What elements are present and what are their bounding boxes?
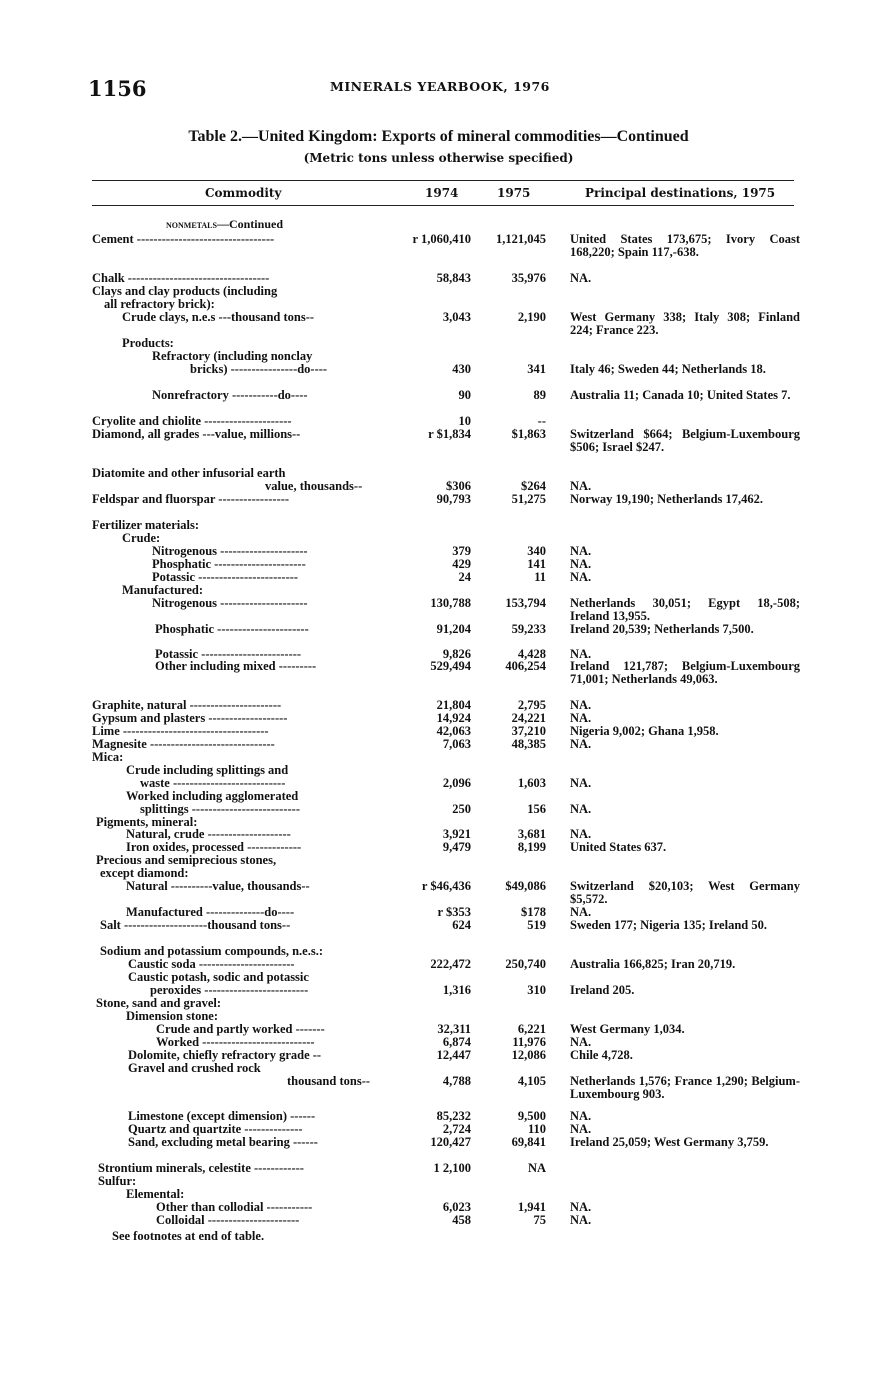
- row-destinations: Switzerland $664; Belgium-Luxembourg $506; Israel $247.: [570, 427, 800, 454]
- row-value-1975: 141: [527, 557, 546, 571]
- row-commodity: Salt --------------------thousand tons--: [100, 918, 291, 932]
- row-value-1974: 1 2,100: [433, 1161, 471, 1175]
- row-destinations: West Germany 338; Italy 308; Finland 224; France 223.: [570, 310, 800, 337]
- row-destinations: Australia 11; Canada 10; United States 7.: [570, 388, 791, 402]
- row-destinations: Italy 46; Sweden 44; Netherlands 18.: [570, 362, 766, 376]
- row-commodity: Strontium minerals, celestite ------------: [98, 1161, 304, 1175]
- row-commodity: Cryolite and chiolite ---------------------: [92, 414, 292, 428]
- row-commodity: Other including mixed ---------: [155, 659, 317, 673]
- row-value-1974: 130,788: [430, 596, 471, 610]
- row-value-1974: 42,063: [436, 724, 471, 738]
- row-commodity: Caustic potash, sodic and potassic: [128, 970, 309, 984]
- row-commodity: Feldspar and fluorspar -----------------: [92, 492, 290, 506]
- row-destinations: NA.: [570, 479, 592, 493]
- table-subtitle: (Metric tons unless otherwise specified): [303, 151, 574, 165]
- row-value-1975: $1,863: [511, 427, 546, 441]
- row-value-1975: 11: [534, 570, 546, 584]
- row-commodity: Natural, crude --------------------: [126, 827, 291, 841]
- header-top-rule: [92, 180, 794, 181]
- row-value-1974: 14,924: [436, 711, 471, 725]
- row-commodity: Phosphatic ----------------------: [152, 557, 306, 571]
- row-commodity: Products:: [122, 336, 174, 350]
- section-heading: nonmetals—Continued: [166, 217, 283, 231]
- row-value-1975: 519: [527, 918, 546, 932]
- row-destinations: United States 173,675; Ivory Coast 168,220; Spain 117,-638.: [570, 232, 800, 259]
- row-destinations: Netherlands 30,051; Egypt 18,-508; Ireland 13,955.: [570, 596, 800, 623]
- header-bottom-rule: [92, 205, 794, 206]
- row-value-1975: 4,428: [517, 647, 546, 661]
- row-value-1974: 24: [458, 570, 471, 584]
- row-commodity: Other than collodial -----------: [156, 1200, 313, 1214]
- header-destinations: Principal destinations, 1975: [585, 186, 776, 200]
- row-value-1974: 1,316: [442, 983, 471, 997]
- row-commodity: Stone, sand and gravel:: [96, 996, 222, 1010]
- row-value-1974: 3,921: [442, 827, 471, 841]
- row-value-1975: 153,794: [505, 596, 546, 610]
- row-commodity: Sulfur:: [98, 1174, 137, 1188]
- row-destinations: NA.: [570, 544, 592, 558]
- row-destinations: NA.: [570, 905, 592, 919]
- row-commodity: Iron oxides, processed -------------: [126, 840, 302, 854]
- row-value-1974: $306: [446, 479, 471, 493]
- row-commodity: Manufactured:: [122, 583, 204, 597]
- row-destinations: Ireland 205.: [570, 983, 635, 997]
- row-commodity: Nonrefractory -----------do----: [152, 388, 308, 402]
- row-commodity: Diatomite and other infusorial earth: [92, 466, 286, 480]
- row-commodity: Colloidal ----------------------: [156, 1213, 300, 1227]
- row-value-1975: $49,086: [505, 879, 546, 893]
- row-value-1975: 250,740: [505, 957, 546, 971]
- row-value-1974: 120,427: [430, 1135, 471, 1149]
- row-destinations: United States 637.: [570, 840, 667, 854]
- row-destinations: NA.: [570, 802, 592, 816]
- table-title: Table 2.—United Kingdom: Exports of mineral commodities—Continued: [188, 128, 689, 145]
- row-value-1974: 6,023: [442, 1200, 471, 1214]
- row-commodity: Diamond, all grades ---value, millions--: [92, 427, 301, 441]
- row-commodity: Clays and clay products (including: [92, 284, 278, 298]
- row-destinations: Chile 4,728.: [570, 1048, 633, 1062]
- row-commodity: Crude including splittings and: [126, 763, 289, 777]
- row-value-1974: r $46,436: [421, 879, 471, 893]
- row-value-1975: 310: [527, 983, 546, 997]
- row-value-1974: 6,874: [442, 1035, 471, 1049]
- row-commodity: peroxides -------------------------: [150, 983, 309, 997]
- row-value-1974: 91,204: [436, 622, 471, 636]
- row-value-1974: 90,793: [436, 492, 471, 506]
- row-value-1975: 9,500: [517, 1109, 546, 1123]
- row-commodity: Crude clays, n.e.s ---thousand tons--: [122, 310, 315, 324]
- row-value-1975: 4,105: [517, 1074, 546, 1088]
- row-value-1975: 156: [527, 802, 546, 816]
- row-destinations: NA.: [570, 271, 592, 285]
- row-commodity: Potassic ------------------------: [155, 647, 302, 661]
- row-destinations: Norway 19,190; Netherlands 17,462.: [570, 492, 764, 506]
- row-value-1975: 340: [527, 544, 546, 558]
- row-commodity: Nitrogenous ---------------------: [152, 596, 308, 610]
- row-destinations: Netherlands 1,576; France 1,290; Belgium-Luxembourg 903.: [570, 1074, 800, 1101]
- row-value-1974: 4,788: [442, 1074, 471, 1088]
- row-commodity: Potassic ------------------------: [152, 570, 299, 584]
- row-value-1974: 90: [458, 388, 471, 402]
- row-value-1975: 1,603: [517, 776, 546, 790]
- row-commodity: Lime -----------------------------------: [92, 724, 269, 738]
- footnote: See footnotes at end of table.: [112, 1229, 265, 1243]
- row-destinations: NA.: [570, 1035, 592, 1049]
- row-value-1975: 3,681: [517, 827, 546, 841]
- row-commodity: Dimension stone:: [126, 1009, 219, 1023]
- row-commodity: Refractory (including nonclay: [152, 349, 313, 363]
- row-value-1974: r 1,060,410: [412, 232, 471, 246]
- row-value-1975: 89: [533, 388, 546, 402]
- row-commodity: Fertilizer materials:: [92, 518, 200, 532]
- row-commodity: Sodium and potassium compounds, n.e.s.:: [100, 944, 323, 958]
- row-commodity: Manufactured --------------do----: [126, 905, 295, 919]
- row-destinations: NA.: [570, 711, 592, 725]
- row-value-1974: 7,063: [442, 737, 471, 751]
- row-commodity: Worked including agglomerated: [126, 789, 299, 803]
- row-destinations: NA.: [570, 1122, 592, 1136]
- row-value-1974: 32,311: [437, 1022, 471, 1036]
- row-commodity: Dolomite, chiefly refractory grade --: [128, 1048, 322, 1062]
- row-value-1975: 48,385: [511, 737, 546, 751]
- row-commodity: thousand tons--: [287, 1074, 371, 1088]
- row-commodity: Magnesite ------------------------------: [92, 737, 275, 751]
- row-value-1975: $264: [521, 479, 546, 493]
- row-commodity: Crude:: [122, 531, 161, 545]
- row-value-1975: 8,199: [517, 840, 546, 854]
- row-commodity: all refractory brick):: [104, 297, 215, 311]
- row-destinations: NA.: [570, 557, 592, 571]
- row-value-1974: 2,096: [442, 776, 471, 790]
- row-value-1974: 2,724: [442, 1122, 471, 1136]
- row-value-1974: 58,843: [436, 271, 471, 285]
- row-commodity: Worked ---------------------------: [156, 1035, 315, 1049]
- row-value-1975: --: [537, 414, 546, 428]
- row-commodity: Nitrogenous ---------------------: [152, 544, 308, 558]
- running-head: MINERALS YEARBOOK, 1976: [330, 79, 550, 94]
- row-value-1974: 430: [452, 362, 471, 376]
- row-value-1974: r $1,834: [428, 427, 471, 441]
- page-number: 1156: [88, 76, 147, 101]
- row-commodity: Pigments, mineral:: [96, 815, 198, 829]
- row-commodity: Elemental:: [126, 1187, 185, 1201]
- row-commodity: Precious and semiprecious stones,: [96, 853, 277, 867]
- row-value-1975: 11,976: [512, 1035, 546, 1049]
- row-value-1974: 9,479: [442, 840, 471, 854]
- row-value-1974: 85,232: [436, 1109, 471, 1123]
- row-value-1974: 3,043: [442, 310, 471, 324]
- row-value-1975: 75: [533, 1213, 546, 1227]
- row-commodity: Caustic soda -----------------------: [128, 957, 295, 971]
- row-value-1975: 35,976: [511, 271, 546, 285]
- row-commodity: Gravel and crushed rock: [128, 1061, 261, 1075]
- row-value-1975: 69,841: [511, 1135, 546, 1149]
- row-destinations: Australia 166,825; Iran 20,719.: [570, 957, 736, 971]
- row-value-1974: 529,494: [430, 659, 471, 673]
- row-value-1975: 341: [527, 362, 546, 376]
- row-value-1975: 1,121,045: [496, 232, 546, 246]
- row-destinations: Sweden 177; Nigeria 135; Ireland 50.: [570, 918, 767, 932]
- row-value-1974: 222,472: [430, 957, 471, 971]
- row-commodity: Crude and partly worked -------: [156, 1022, 325, 1036]
- header-1974: 1974: [425, 186, 459, 200]
- row-value-1974: 250: [452, 802, 471, 816]
- row-value-1975: 2,795: [517, 698, 546, 712]
- row-value-1974: 429: [452, 557, 471, 571]
- row-value-1975: 51,275: [511, 492, 546, 506]
- row-value-1974: r $353: [437, 905, 471, 919]
- row-value-1974: 379: [452, 544, 471, 558]
- row-commodity: Graphite, natural ----------------------: [92, 698, 282, 712]
- row-value-1975: 406,254: [505, 659, 546, 673]
- row-value-1975: 12,086: [511, 1048, 546, 1062]
- row-commodity: Limestone (except dimension) ------: [128, 1109, 316, 1123]
- row-destinations: Nigeria 9,002; Ghana 1,958.: [570, 724, 719, 738]
- row-commodity: splittings --------------------------: [140, 802, 300, 816]
- row-value-1974: 458: [452, 1213, 471, 1227]
- row-destinations: NA.: [570, 737, 592, 751]
- row-destinations: NA.: [570, 647, 592, 661]
- row-value-1974: 10: [458, 414, 471, 428]
- row-destinations: NA.: [570, 570, 592, 584]
- row-destinations: NA.: [570, 698, 592, 712]
- row-value-1975: 37,210: [511, 724, 546, 738]
- row-value-1975: 1,941: [517, 1200, 546, 1214]
- row-value-1975: NA: [527, 1161, 546, 1175]
- row-value-1974: 12,447: [436, 1048, 471, 1062]
- row-commodity: Gypsum and plasters -------------------: [92, 711, 288, 725]
- row-commodity: value, thousands--: [265, 479, 363, 493]
- row-commodity: Quartz and quartzite --------------: [128, 1122, 303, 1136]
- row-value-1975: 24,221: [511, 711, 546, 725]
- row-value-1975: 59,233: [511, 622, 546, 636]
- row-commodity: Sand, excluding metal bearing ------: [128, 1135, 318, 1149]
- row-commodity: bricks) ----------------do----: [190, 362, 328, 376]
- row-value-1975: $178: [521, 905, 546, 919]
- row-destinations: Switzerland $20,103; West Germany $5,572.: [570, 879, 800, 906]
- row-destinations: NA.: [570, 1109, 592, 1123]
- row-value-1975: 2,190: [517, 310, 546, 324]
- row-value-1975: 6,221: [517, 1022, 546, 1036]
- header-commodity: Commodity: [205, 186, 282, 200]
- row-commodity: waste ---------------------------: [140, 776, 286, 790]
- row-commodity: Mica:: [92, 750, 124, 764]
- row-destinations: Ireland 25,059; West Germany 3,759.: [570, 1135, 769, 1149]
- row-commodity: Chalk ----------------------------------: [92, 271, 270, 285]
- row-destinations: Ireland 121,787; Belgium-Luxembourg 71,001; Netherlands 49,063.: [570, 659, 800, 686]
- row-value-1975: 110: [527, 1122, 546, 1136]
- row-commodity: Natural ----------value, thousands--: [126, 879, 310, 893]
- row-commodity: except diamond:: [100, 866, 189, 880]
- row-destinations: West Germany 1,034.: [570, 1022, 685, 1036]
- row-destinations: NA.: [570, 1213, 592, 1227]
- row-commodity: Cement ---------------------------------: [92, 232, 275, 246]
- row-commodity: Phosphatic ----------------------: [155, 622, 309, 636]
- row-destinations: NA.: [570, 776, 592, 790]
- row-destinations: Ireland 20,539; Netherlands 7,500.: [570, 622, 754, 636]
- row-value-1974: 9,826: [442, 647, 471, 661]
- header-1975: 1975: [497, 186, 531, 200]
- row-value-1974: 624: [452, 918, 471, 932]
- row-value-1974: 21,804: [436, 698, 471, 712]
- row-destinations: NA.: [570, 1200, 592, 1214]
- row-destinations: NA.: [570, 827, 592, 841]
